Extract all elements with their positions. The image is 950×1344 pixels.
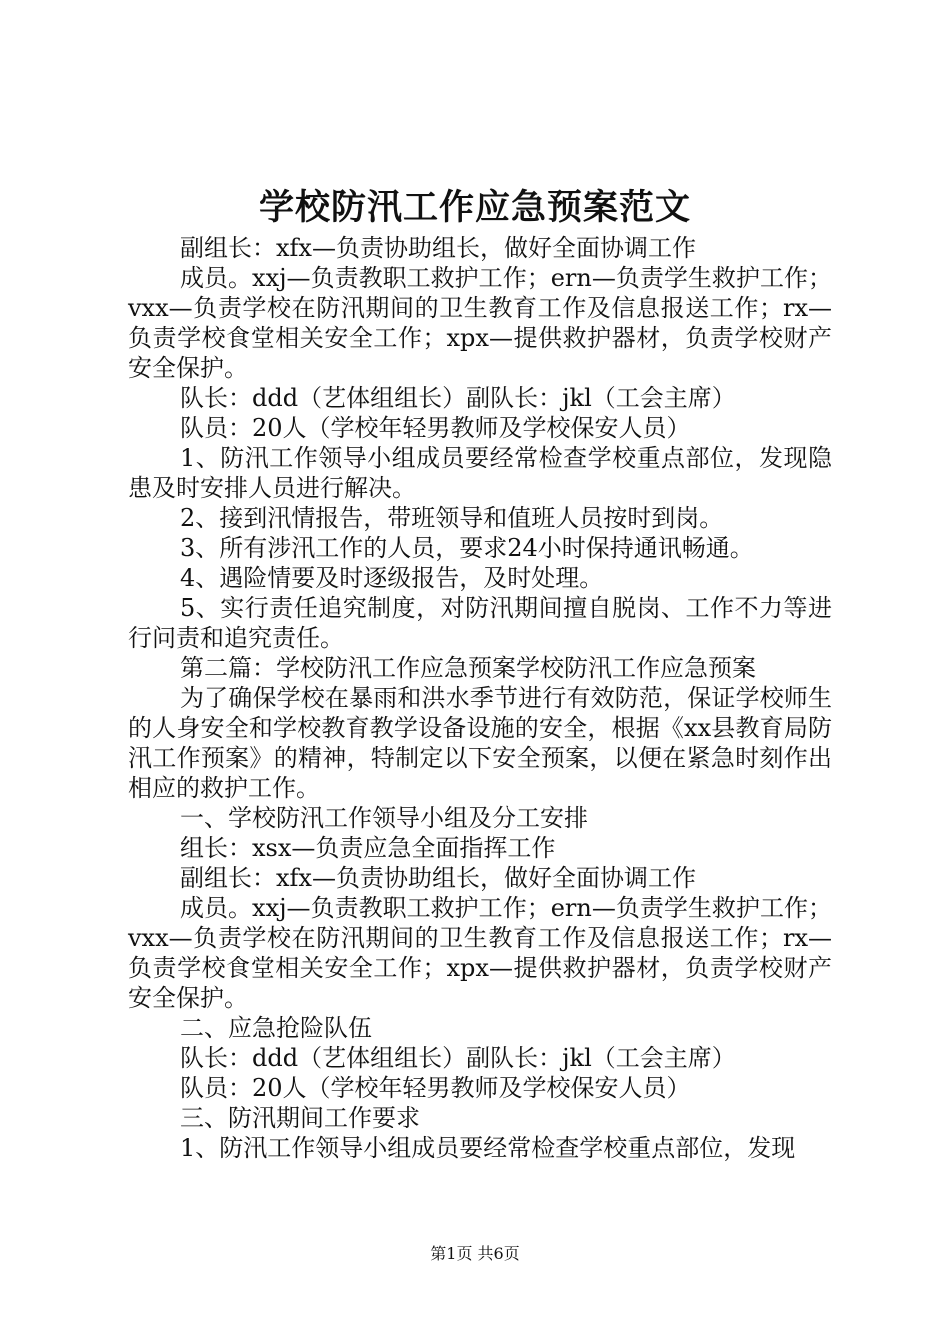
paragraph: 1、防汛工作领导小组成员要经常检查学校重点部位，发现 — [180, 1134, 796, 1162]
paragraph: 4、遇险情要及时逐级报告，及时处理。 — [180, 564, 604, 592]
paragraph: 组长：xsx—负责应急全面指挥工作 — [180, 834, 556, 862]
paragraph: 副组长：xfx—负责协助组长，做好全面协调工作 — [180, 234, 696, 262]
paragraph: 2、接到汛情报告，带班领导和值班人员按时到岗。 — [180, 504, 724, 532]
paragraph: 队长：ddd（艺体组组长）副队长：jkl（工会主席） — [180, 384, 736, 412]
section-heading: 第二篇：学校防汛工作应急预案学校防汛工作应急预案 — [180, 654, 756, 682]
paragraph: 3、所有涉汛工作的人员，要求24小时保持通讯畅通。 — [180, 534, 754, 562]
paragraph: 队员：20人（学校年轻男教师及学校保安人员） — [180, 1074, 691, 1102]
paragraph: 成员。xxj—负责教职工救护工作；ern—负责学生救护工作；vxx—负责学校在防汛期间的卫生教育工作及信息报送工作；rx—负责学校食堂相关安全工作；xpx—提供救护器材，负责学校财产安全保护。 — [128, 894, 832, 1012]
section-heading: 二、应急抢险队伍 — [180, 1014, 372, 1042]
paragraph: 队长：ddd（艺体组组长）副队长：jkl（工会主席） — [180, 1044, 736, 1072]
section-heading: 一、学校防汛工作领导小组及分工安排 — [180, 804, 588, 832]
document-title: 学校防汛工作应急预案范文 — [258, 187, 691, 228]
document-body — [128, 233, 832, 1163]
paragraph: 为了确保学校在暴雨和洪水季节进行有效防范，保证学校师生的人身安全和学校教育教学设备设施的安全，根据《xx县教育局防汛工作预案》的精神，特制定以下安全预案，以便在紧急时刻作出相应的救护工作。 — [128, 684, 832, 802]
paragraph: 5、实行责任追究制度，对防汛期间擅自脱岗、工作不力等进行问责和追究责任。 — [128, 594, 832, 652]
paragraph: 副组长：xfx—负责协助组长，做好全面协调工作 — [180, 864, 696, 892]
page-footer: 第1页 共6页 — [430, 1244, 520, 1263]
paragraph: 1、防汛工作领导小组成员要经常检查学校重点部位，发现隐患及时安排人员进行解决。 — [128, 444, 832, 502]
paragraph: 队员：20人（学校年轻男教师及学校保安人员） — [180, 414, 691, 442]
paragraph: 成员。xxj—负责教职工救护工作；ern—负责学生救护工作；vxx—负责学校在防汛期间的卫生教育工作及信息报送工作；rx—负责学校食堂相关安全工作；xpx—提供救护器材，负责学校财产安全保护。 — [128, 264, 832, 382]
section-heading: 三、防汛期间工作要求 — [180, 1104, 420, 1132]
